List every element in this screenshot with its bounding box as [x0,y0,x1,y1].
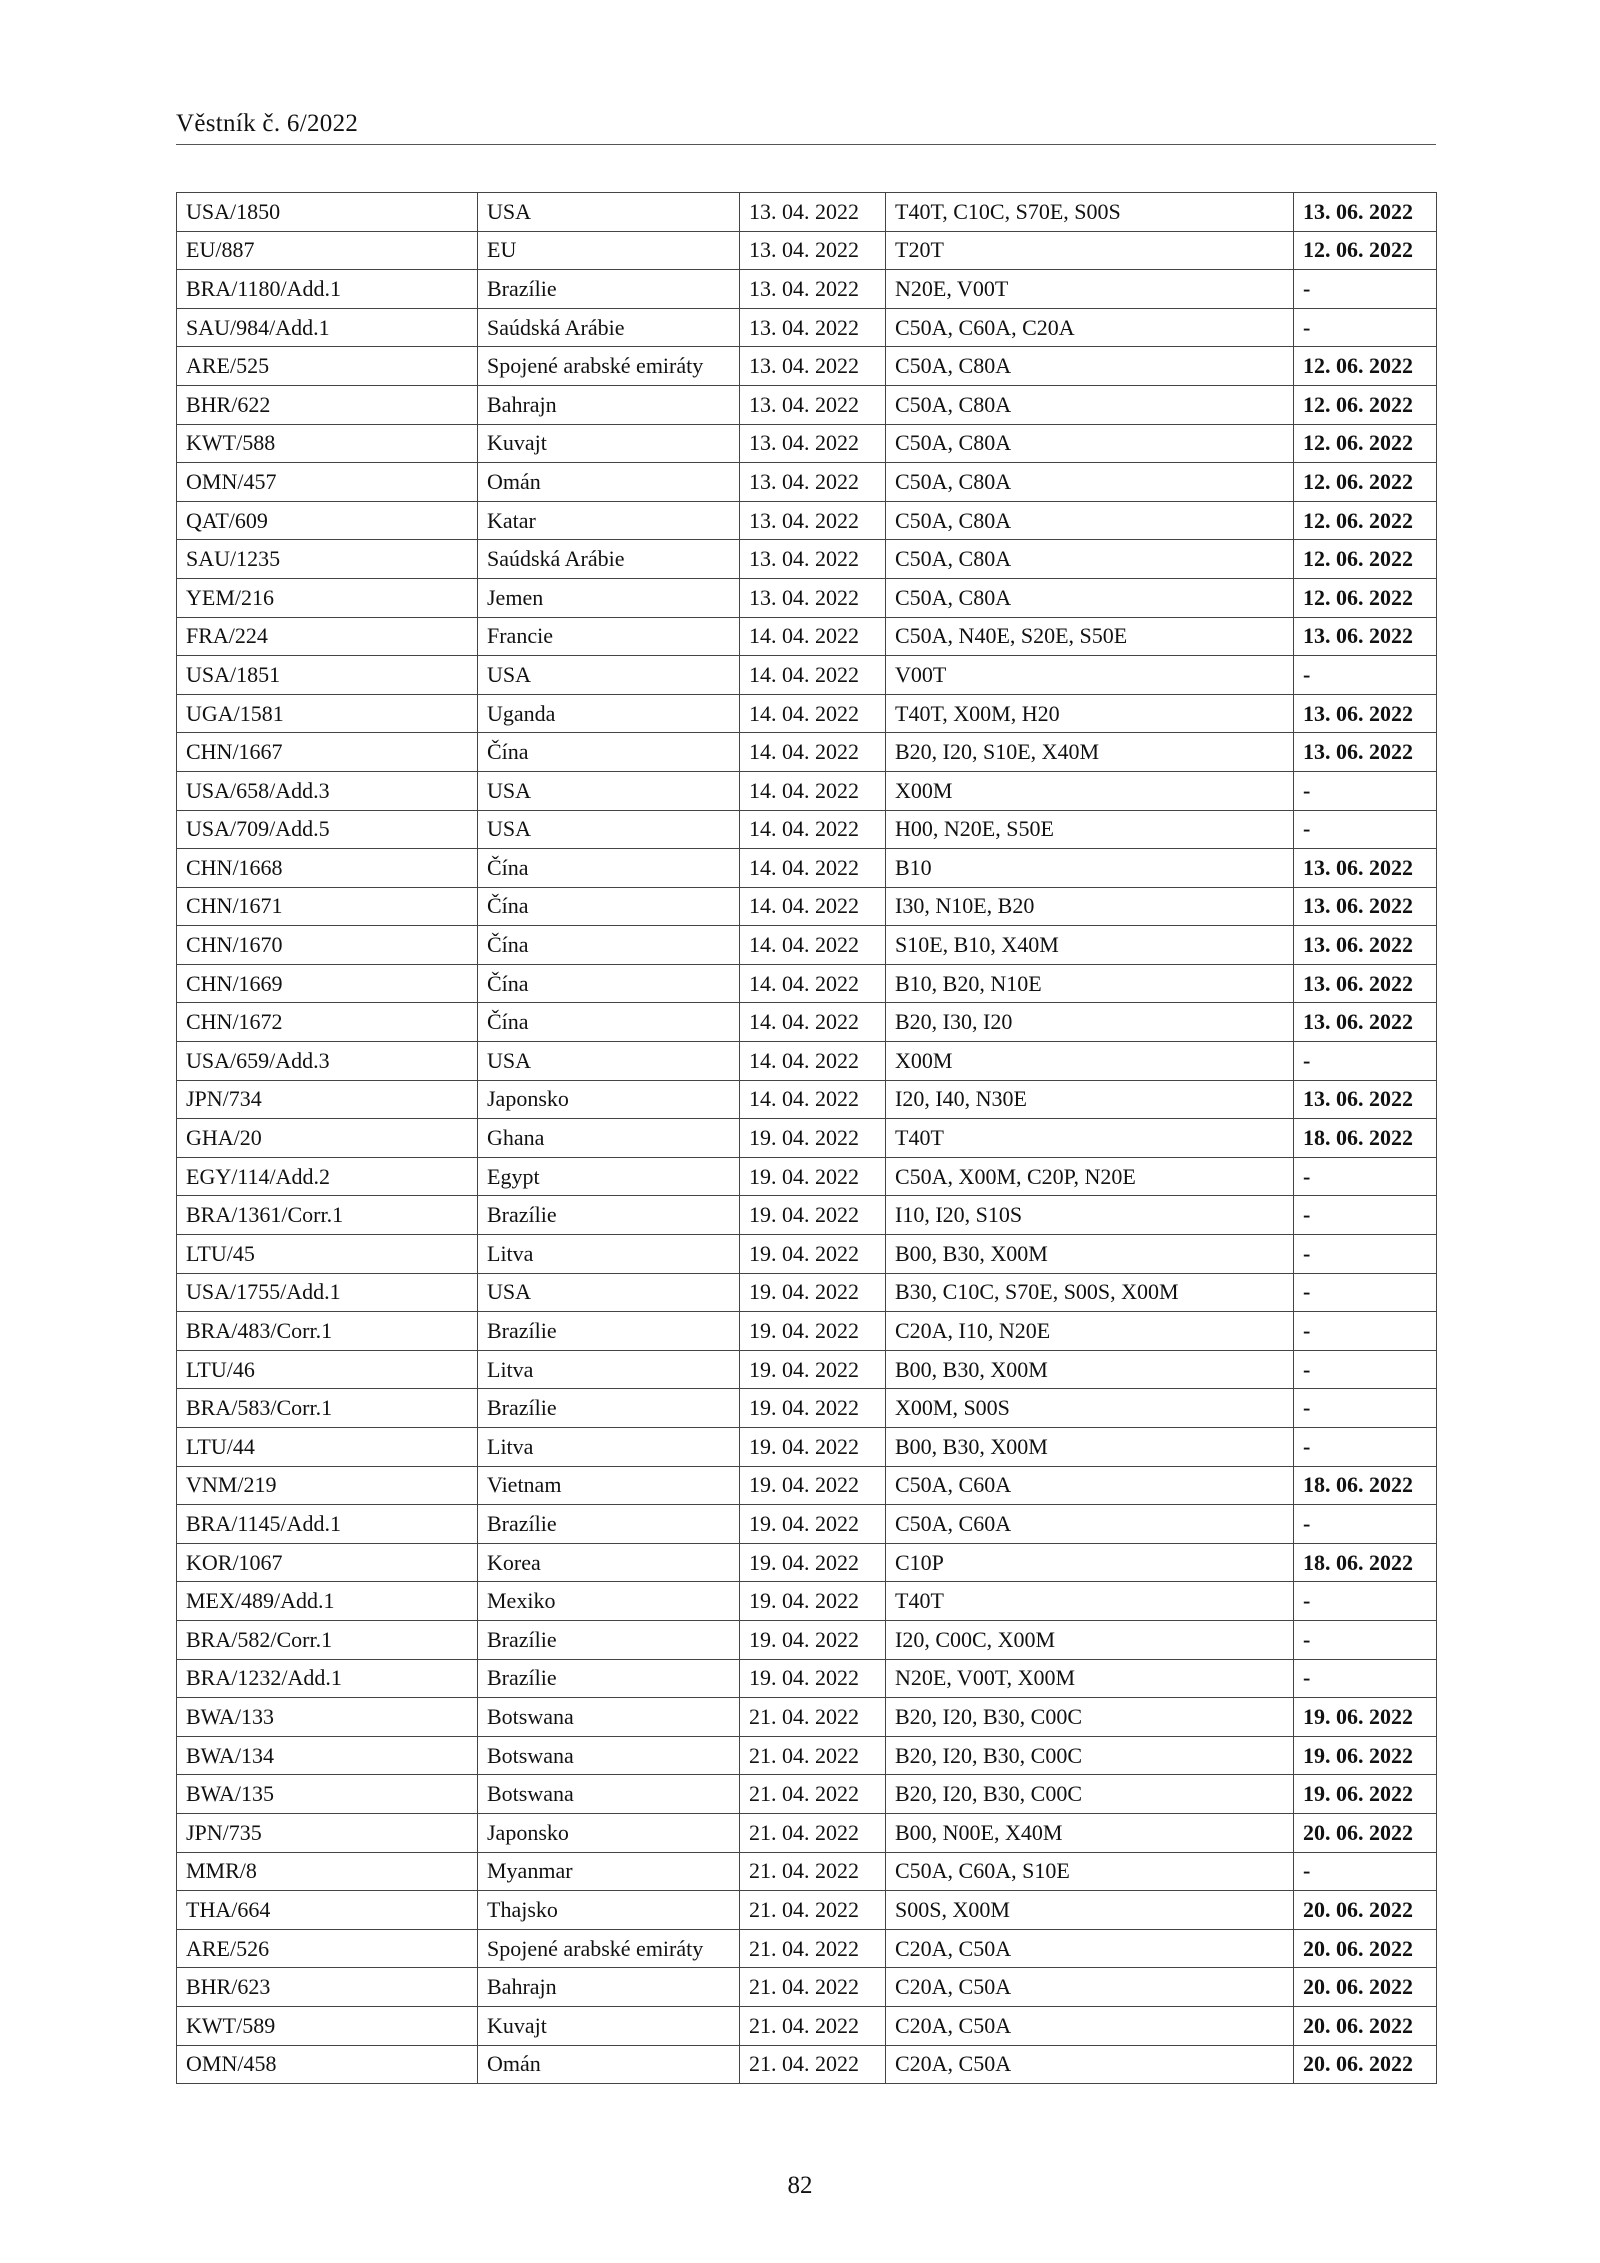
table-row [177,2045,1437,2084]
notification-date-cell: 19. 04. 2022 [740,1466,886,1505]
deadline-cell: 20. 06. 2022 [1294,1891,1437,1930]
country-cell: Omán [478,463,740,502]
table-row [177,308,1437,347]
deadline-cell: - [1294,1157,1437,1196]
page-header-title: Věstník č. 6/2022 [176,110,359,137]
notification-date-cell: 14. 04. 2022 [740,733,886,772]
table-row [177,656,1437,695]
country-cell: Egypt [478,1157,740,1196]
codes-cell: X00M [886,1042,1294,1081]
country-cell: Jemen [478,578,740,617]
deadline-cell: - [1294,1428,1437,1467]
codes-cell: B00, N00E, X40M [886,1813,1294,1852]
symbol-cell: BHR/623 [177,1968,478,2007]
notification-date-cell: 13. 04. 2022 [740,463,886,502]
codes-cell: I10, I20, S10S [886,1196,1294,1235]
country-cell: Litva [478,1428,740,1467]
codes-cell: C50A, C80A [886,385,1294,424]
table-row [177,964,1437,1003]
codes-cell: B30, C10C, S70E, S00S, X00M [886,1273,1294,1312]
symbol-cell: BHR/622 [177,385,478,424]
codes-cell: N20E, V00T, X00M [886,1659,1294,1698]
country-cell: Brazílie [478,270,740,309]
codes-cell: T40T, X00M, H20 [886,694,1294,733]
country-cell: Uganda [478,694,740,733]
codes-cell: C50A, C80A [886,578,1294,617]
notification-date-cell: 19. 04. 2022 [740,1119,886,1158]
deadline-cell: 13. 06. 2022 [1294,193,1437,232]
deadline-cell: 13. 06. 2022 [1294,887,1437,926]
notification-date-cell: 21. 04. 2022 [740,2006,886,2045]
deadline-cell: 13. 06. 2022 [1294,964,1437,1003]
country-cell: Brazílie [478,1196,740,1235]
notifications-table [176,192,1437,2084]
codes-cell: N20E, V00T [886,270,1294,309]
notification-date-cell: 19. 04. 2022 [740,1273,886,1312]
codes-cell: B20, I30, I20 [886,1003,1294,1042]
country-cell: Botswana [478,1775,740,1814]
country-cell: Francie [478,617,740,656]
notification-date-cell: 19. 04. 2022 [740,1428,886,1467]
codes-cell: B00, B30, X00M [886,1235,1294,1274]
country-cell: Katar [478,501,740,540]
codes-cell: B00, B30, X00M [886,1428,1294,1467]
notification-date-cell: 21. 04. 2022 [740,1736,886,1775]
notification-date-cell: 19. 04. 2022 [740,1543,886,1582]
symbol-cell: BRA/1145/Add.1 [177,1505,478,1544]
symbol-cell: BRA/1232/Add.1 [177,1659,478,1698]
deadline-cell: 20. 06. 2022 [1294,1813,1437,1852]
deadline-cell: 20. 06. 2022 [1294,2045,1437,2084]
deadline-cell: 12. 06. 2022 [1294,347,1437,386]
symbol-cell: KWT/588 [177,424,478,463]
deadline-cell: 13. 06. 2022 [1294,926,1437,965]
notification-date-cell: 13. 04. 2022 [740,347,886,386]
notification-date-cell: 21. 04. 2022 [740,1813,886,1852]
country-cell: Litva [478,1235,740,1274]
country-cell: USA [478,1042,740,1081]
country-cell: USA [478,193,740,232]
table-row [177,1891,1437,1930]
codes-cell: C20A, C50A [886,2006,1294,2045]
symbol-cell: USA/1755/Add.1 [177,1273,478,1312]
country-cell: Japonsko [478,1813,740,1852]
country-cell: USA [478,810,740,849]
country-cell: Vietnam [478,1466,740,1505]
table-row [177,1273,1437,1312]
notification-date-cell: 21. 04. 2022 [740,1891,886,1930]
notification-date-cell: 13. 04. 2022 [740,578,886,617]
table-row [177,849,1437,888]
codes-cell: C20A, C50A [886,2045,1294,2084]
notification-date-cell: 19. 04. 2022 [740,1582,886,1621]
symbol-cell: OMN/457 [177,463,478,502]
table-row [177,193,1437,232]
notification-date-cell: 19. 04. 2022 [740,1157,886,1196]
country-cell: Brazílie [478,1312,740,1351]
deadline-cell: 18. 06. 2022 [1294,1466,1437,1505]
deadline-cell: 12. 06. 2022 [1294,578,1437,617]
deadline-cell: 13. 06. 2022 [1294,694,1437,733]
table-row [177,463,1437,502]
notification-date-cell: 13. 04. 2022 [740,385,886,424]
codes-cell: C50A, X00M, C20P, N20E [886,1157,1294,1196]
codes-cell: T40T [886,1582,1294,1621]
symbol-cell: JPN/735 [177,1813,478,1852]
codes-cell: C50A, C60A, S10E [886,1852,1294,1891]
country-cell: Brazílie [478,1389,740,1428]
symbol-cell: UGA/1581 [177,694,478,733]
notification-date-cell: 14. 04. 2022 [740,849,886,888]
symbol-cell: FRA/224 [177,617,478,656]
codes-cell: S00S, X00M [886,1891,1294,1930]
deadline-cell: - [1294,308,1437,347]
codes-cell: B00, B30, X00M [886,1350,1294,1389]
table-row [177,1157,1437,1196]
table-row [177,1929,1437,1968]
codes-cell: C50A, C80A [886,463,1294,502]
symbol-cell: LTU/46 [177,1350,478,1389]
notification-date-cell: 14. 04. 2022 [740,1080,886,1119]
country-cell: EU [478,231,740,270]
deadline-cell: 19. 06. 2022 [1294,1775,1437,1814]
symbol-cell: LTU/44 [177,1428,478,1467]
country-cell: Litva [478,1350,740,1389]
notification-date-cell: 21. 04. 2022 [740,1698,886,1737]
table-row [177,1505,1437,1544]
table-row [177,578,1437,617]
codes-cell: C20A, C50A [886,1968,1294,2007]
deadline-cell: - [1294,1312,1437,1351]
symbol-cell: BRA/583/Corr.1 [177,1389,478,1428]
notification-date-cell: 19. 04. 2022 [740,1196,886,1235]
symbol-cell: BRA/1180/Add.1 [177,270,478,309]
country-cell: Brazílie [478,1659,740,1698]
notification-date-cell: 19. 04. 2022 [740,1620,886,1659]
symbol-cell: EGY/114/Add.2 [177,1157,478,1196]
notification-date-cell: 14. 04. 2022 [740,887,886,926]
country-cell: Ghana [478,1119,740,1158]
table-row [177,1003,1437,1042]
notification-date-cell: 14. 04. 2022 [740,1003,886,1042]
codes-cell: C20A, I10, N20E [886,1312,1294,1351]
symbol-cell: USA/709/Add.5 [177,810,478,849]
deadline-cell: 19. 06. 2022 [1294,1736,1437,1775]
deadline-cell: - [1294,1659,1437,1698]
table-row [177,1968,1437,2007]
deadline-cell: - [1294,1235,1437,1274]
table-row [177,733,1437,772]
notification-date-cell: 21. 04. 2022 [740,1775,886,1814]
table-row [177,424,1437,463]
codes-cell: S10E, B10, X40M [886,926,1294,965]
symbol-cell: LTU/45 [177,1235,478,1274]
symbol-cell: CHN/1668 [177,849,478,888]
symbol-cell: YEM/216 [177,578,478,617]
deadline-cell: 13. 06. 2022 [1294,733,1437,772]
country-cell: Bahrajn [478,1968,740,2007]
codes-cell: X00M [886,771,1294,810]
symbol-cell: MMR/8 [177,1852,478,1891]
codes-cell: C50A, C60A, C20A [886,308,1294,347]
notification-date-cell: 14. 04. 2022 [740,964,886,1003]
notifications-table-body [177,193,1437,2084]
table-row [177,385,1437,424]
symbol-cell: QAT/609 [177,501,478,540]
deadline-cell: 13. 06. 2022 [1294,1080,1437,1119]
table-row [177,1582,1437,1621]
table-row [177,694,1437,733]
codes-cell: B10 [886,849,1294,888]
table-row [177,771,1437,810]
country-cell: Saúdská Arábie [478,540,740,579]
table-row [177,1080,1437,1119]
table-row [177,1235,1437,1274]
deadline-cell: - [1294,1505,1437,1544]
codes-cell: C50A, C80A [886,424,1294,463]
deadline-cell: - [1294,1273,1437,1312]
notification-date-cell: 14. 04. 2022 [740,926,886,965]
codes-cell: C10P [886,1543,1294,1582]
symbol-cell: BRA/483/Corr.1 [177,1312,478,1351]
codes-cell: B20, I20, B30, C00C [886,1736,1294,1775]
table-row [177,1736,1437,1775]
table-row [177,540,1437,579]
codes-cell: B20, I20, B30, C00C [886,1698,1294,1737]
country-cell: Čína [478,1003,740,1042]
codes-cell: X00M, S00S [886,1389,1294,1428]
notification-date-cell: 19. 04. 2022 [740,1312,886,1351]
table-row [177,1312,1437,1351]
symbol-cell: BRA/1361/Corr.1 [177,1196,478,1235]
table-row [177,1775,1437,1814]
country-cell: Čína [478,733,740,772]
codes-cell: C50A, C80A [886,347,1294,386]
notification-date-cell: 13. 04. 2022 [740,540,886,579]
deadline-cell: 13. 06. 2022 [1294,1003,1437,1042]
symbol-cell: OMN/458 [177,2045,478,2084]
table-row [177,1119,1437,1158]
table-row [177,347,1437,386]
country-cell: Čína [478,926,740,965]
deadline-cell: 18. 06. 2022 [1294,1543,1437,1582]
symbol-cell: SAU/984/Add.1 [177,308,478,347]
symbol-cell: BWA/133 [177,1698,478,1737]
deadline-cell: 12. 06. 2022 [1294,463,1437,502]
deadline-cell: 20. 06. 2022 [1294,1968,1437,2007]
symbol-cell: EU/887 [177,231,478,270]
codes-cell: I20, C00C, X00M [886,1620,1294,1659]
codes-cell: V00T [886,656,1294,695]
notification-date-cell: 21. 04. 2022 [740,1929,886,1968]
deadline-cell: - [1294,771,1437,810]
notification-date-cell: 19. 04. 2022 [740,1505,886,1544]
country-cell: Brazílie [478,1505,740,1544]
country-cell: Japonsko [478,1080,740,1119]
deadline-cell: 20. 06. 2022 [1294,1929,1437,1968]
codes-cell: T40T, C10C, S70E, S00S [886,193,1294,232]
table-row [177,1659,1437,1698]
symbol-cell: ARE/525 [177,347,478,386]
table-row [177,1350,1437,1389]
codes-cell: T40T [886,1119,1294,1158]
deadline-cell: 18. 06. 2022 [1294,1119,1437,1158]
table-row [177,1698,1437,1737]
table-row [177,1813,1437,1852]
notification-date-cell: 13. 04. 2022 [740,270,886,309]
table-row [177,1620,1437,1659]
notification-date-cell: 14. 04. 2022 [740,1042,886,1081]
symbol-cell: JPN/734 [177,1080,478,1119]
notification-date-cell: 14. 04. 2022 [740,771,886,810]
codes-cell: B20, I20, B30, C00C [886,1775,1294,1814]
codes-cell: T20T [886,231,1294,270]
notification-date-cell: 19. 04. 2022 [740,1350,886,1389]
deadline-cell: 12. 06. 2022 [1294,231,1437,270]
symbol-cell: USA/659/Add.3 [177,1042,478,1081]
country-cell: Saúdská Arábie [478,308,740,347]
notification-date-cell: 13. 04. 2022 [740,193,886,232]
symbol-cell: KOR/1067 [177,1543,478,1582]
country-cell: Kuvajt [478,2006,740,2045]
table-row [177,617,1437,656]
symbol-cell: BRA/582/Corr.1 [177,1620,478,1659]
country-cell: Čína [478,849,740,888]
country-cell: Brazílie [478,1620,740,1659]
symbol-cell: GHA/20 [177,1119,478,1158]
codes-cell: C50A, C60A [886,1505,1294,1544]
deadline-cell: - [1294,1620,1437,1659]
country-cell: Myanmar [478,1852,740,1891]
notification-date-cell: 21. 04. 2022 [740,1968,886,2007]
codes-cell: C50A, C80A [886,540,1294,579]
country-cell: Bahrajn [478,385,740,424]
country-cell: USA [478,771,740,810]
table-row [177,1389,1437,1428]
notification-date-cell: 14. 04. 2022 [740,810,886,849]
table-row [177,1428,1437,1467]
deadline-cell: 12. 06. 2022 [1294,501,1437,540]
table-row [177,810,1437,849]
country-cell: Botswana [478,1736,740,1775]
table-row [177,231,1437,270]
table-row [177,1543,1437,1582]
deadline-cell: 19. 06. 2022 [1294,1698,1437,1737]
table-row [177,1196,1437,1235]
codes-cell: I20, I40, N30E [886,1080,1294,1119]
header-divider [176,144,1436,145]
country-cell: Botswana [478,1698,740,1737]
symbol-cell: CHN/1669 [177,964,478,1003]
country-cell: Kuvajt [478,424,740,463]
country-cell: Thajsko [478,1891,740,1930]
codes-cell: B10, B20, N10E [886,964,1294,1003]
deadline-cell: - [1294,1389,1437,1428]
deadline-cell: - [1294,270,1437,309]
deadline-cell: 12. 06. 2022 [1294,424,1437,463]
notification-date-cell: 13. 04. 2022 [740,424,886,463]
country-cell: Čína [478,887,740,926]
notification-date-cell: 21. 04. 2022 [740,2045,886,2084]
deadline-cell: - [1294,810,1437,849]
codes-cell: C50A, C60A [886,1466,1294,1505]
notification-date-cell: 14. 04. 2022 [740,617,886,656]
deadline-cell: 13. 06. 2022 [1294,849,1437,888]
table-row [177,1852,1437,1891]
deadline-cell: 13. 06. 2022 [1294,617,1437,656]
country-cell: Omán [478,2045,740,2084]
deadline-cell: 12. 06. 2022 [1294,385,1437,424]
symbol-cell: SAU/1235 [177,540,478,579]
country-cell: Spojené arabské emiráty [478,1929,740,1968]
notification-date-cell: 13. 04. 2022 [740,501,886,540]
notification-date-cell: 21. 04. 2022 [740,1852,886,1891]
notification-date-cell: 13. 04. 2022 [740,308,886,347]
notification-date-cell: 19. 04. 2022 [740,1659,886,1698]
table-row [177,501,1437,540]
codes-cell: I30, N10E, B20 [886,887,1294,926]
symbol-cell: VNM/219 [177,1466,478,1505]
deadline-cell: - [1294,1196,1437,1235]
deadline-cell: 20. 06. 2022 [1294,2006,1437,2045]
symbol-cell: CHN/1667 [177,733,478,772]
symbol-cell: MEX/489/Add.1 [177,1582,478,1621]
symbol-cell: USA/1851 [177,656,478,695]
country-cell: Spojené arabské emiráty [478,347,740,386]
codes-cell: C50A, C80A [886,501,1294,540]
notification-date-cell: 19. 04. 2022 [740,1389,886,1428]
symbol-cell: CHN/1672 [177,1003,478,1042]
symbol-cell: KWT/589 [177,2006,478,2045]
symbol-cell: THA/664 [177,1891,478,1930]
table-row [177,1466,1437,1505]
codes-cell: H00, N20E, S50E [886,810,1294,849]
country-cell: Čína [478,964,740,1003]
symbol-cell: BWA/134 [177,1736,478,1775]
codes-cell: C50A, N40E, S20E, S50E [886,617,1294,656]
symbol-cell: USA/1850 [177,193,478,232]
deadline-cell: - [1294,656,1437,695]
symbol-cell: ARE/526 [177,1929,478,1968]
notification-date-cell: 19. 04. 2022 [740,1235,886,1274]
deadline-cell: - [1294,1582,1437,1621]
table-row [177,2006,1437,2045]
symbol-cell: USA/658/Add.3 [177,771,478,810]
symbol-cell: CHN/1670 [177,926,478,965]
notification-date-cell: 14. 04. 2022 [740,694,886,733]
country-cell: USA [478,1273,740,1312]
country-cell: Mexiko [478,1582,740,1621]
notification-date-cell: 13. 04. 2022 [740,231,886,270]
table-row [177,270,1437,309]
symbol-cell: CHN/1671 [177,887,478,926]
deadline-cell: - [1294,1852,1437,1891]
page-number: 82 [787,2172,813,2199]
codes-cell: C20A, C50A [886,1929,1294,1968]
notification-date-cell: 14. 04. 2022 [740,656,886,695]
symbol-cell: BWA/135 [177,1775,478,1814]
table-row [177,887,1437,926]
codes-cell: B20, I20, S10E, X40M [886,733,1294,772]
table-row [177,926,1437,965]
deadline-cell: - [1294,1042,1437,1081]
country-cell: USA [478,656,740,695]
table-row [177,1042,1437,1081]
deadline-cell: - [1294,1350,1437,1389]
country-cell: Korea [478,1543,740,1582]
deadline-cell: 12. 06. 2022 [1294,540,1437,579]
